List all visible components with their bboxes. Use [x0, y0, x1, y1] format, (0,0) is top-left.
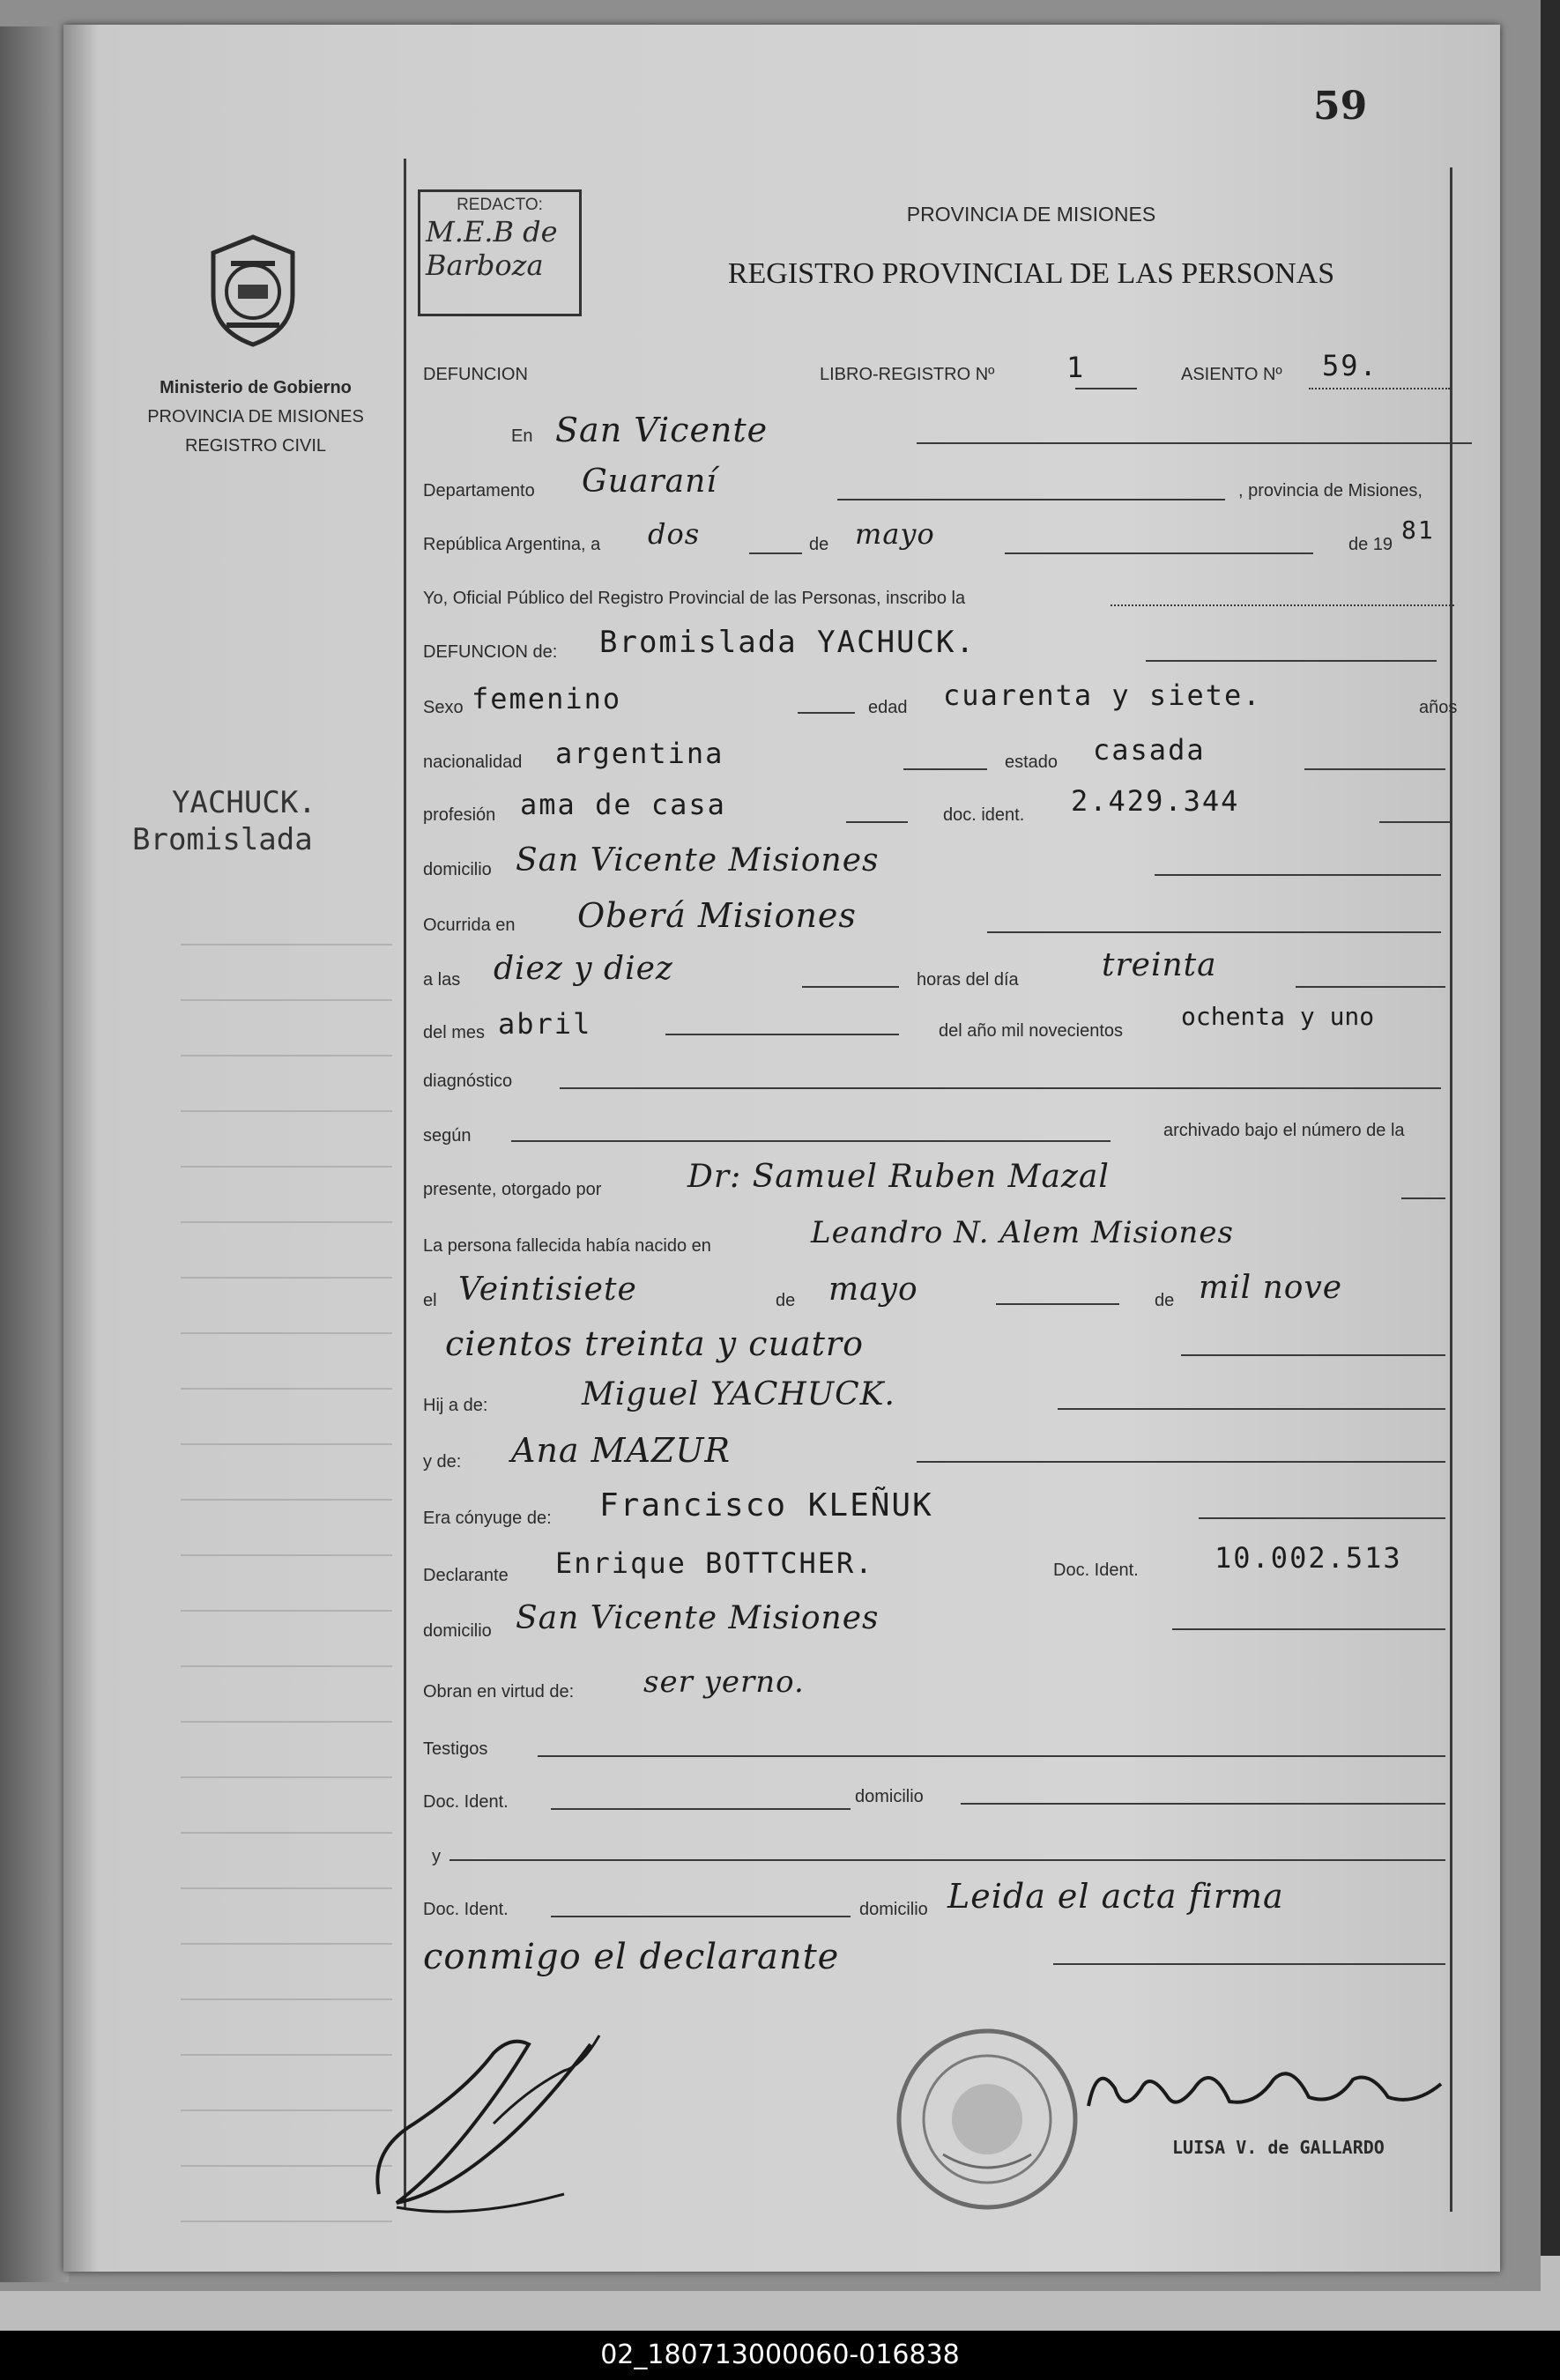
row-obran [423, 1665, 1459, 1714]
row-diagnostico [423, 1068, 1459, 1112]
year-label: de 19 [1348, 535, 1393, 554]
margin-note-name: Bromislada [132, 822, 313, 857]
alas-value: diez y diez [494, 951, 673, 987]
header-province: PROVINCIA DE MISIONES [906, 203, 1156, 226]
header-registry: REGISTRO PROVINCIAL DE LAS PERSONAS [727, 257, 1335, 290]
defuncion-label: DEFUNCION [423, 365, 528, 384]
row-testigos [423, 1729, 1459, 1773]
row-yde [423, 1431, 1459, 1479]
declarante-doc-value: 10.002.513 [1215, 1541, 1402, 1575]
margin-ruled-lines [181, 890, 392, 2273]
mes-label: del mes [423, 1023, 486, 1042]
row-hija [423, 1376, 1459, 1426]
closing1: Leida el acta firma [947, 1877, 1284, 1916]
day-value: dos [648, 517, 701, 551]
image-caption: 02_180713000060-016838 [0, 2331, 1560, 2380]
row-domicilio [423, 842, 1459, 892]
row-defuncion-de [423, 625, 1459, 674]
official-signature-icon [1080, 2053, 1467, 2137]
domicilio2-label: domicilio [423, 1621, 492, 1641]
provincia-suffix: , provincia de Misiones, [1238, 481, 1423, 500]
official-text: Yo, Oficial Público del Registro Provincial de las Personas, inscribo la [423, 589, 966, 608]
en-label: En [511, 426, 533, 446]
segun-label: según [423, 1126, 472, 1146]
defuncion-de-label: DEFUNCION de: [423, 642, 558, 662]
cont-value: cientos treinta y cuatro [445, 1324, 864, 1363]
ano-mil-value: ochenta y uno [1181, 1002, 1375, 1031]
sexo-label: Sexo [423, 698, 464, 717]
row-fecha-nacimiento [423, 1270, 1459, 1319]
defuncion-de-value: Bromislada YACHUCK. [599, 625, 976, 660]
el-label: el [423, 1291, 437, 1310]
doc2-label: Doc. Ident. [423, 1900, 509, 1919]
en-value: San Vicente [555, 411, 769, 449]
row-profesion [423, 784, 1459, 837]
row-continuacion [423, 1326, 1459, 1370]
libro-value: 1 [1066, 351, 1086, 384]
redacto-line1: M.E.B de [426, 215, 558, 248]
ocurrida-label: Ocurrida en [423, 916, 516, 935]
redacto-box [418, 189, 582, 316]
archivado-label: archivado bajo el número de la [1163, 1121, 1405, 1140]
nacido-value: Leandro N. Alem Misiones [811, 1215, 1234, 1250]
row-domicilio-declarante [423, 1602, 1459, 1646]
ministry-registry: REGISTRO CIVIL [184, 436, 327, 456]
row-fecha [423, 515, 1459, 568]
dom1-label: domicilio [855, 1787, 924, 1806]
ano-mil-label: del año mil novecientos [939, 1021, 1124, 1041]
yde-value: Ana MAZUR [511, 1431, 732, 1470]
row-presente [423, 1159, 1459, 1212]
doc-ident-label: doc. ident. [943, 805, 1025, 825]
ministry-block [123, 374, 388, 461]
row-oficial [423, 580, 1459, 624]
doc1-label: Doc. Ident. [423, 1792, 509, 1812]
departamento-value: Guaraní [582, 463, 717, 500]
estado-value: casada [1093, 733, 1206, 767]
redacto-label: REDACTO: [457, 196, 543, 214]
ocurrida-value: Oberá Misiones [577, 896, 857, 935]
hija-label: Hij a de: [423, 1396, 488, 1415]
official-name-printed: LUISA V. de GALLARDO [1172, 2137, 1385, 2158]
domicilio2-value: San Vicente Misiones [516, 1600, 880, 1636]
edad-value: cuarenta y siete. [943, 678, 1262, 712]
testigos-label: Testigos [423, 1739, 488, 1759]
dom2-label: domicilio [859, 1900, 928, 1919]
nacionalidad-value: argentina [555, 737, 724, 770]
departamento-label: Departamento [423, 481, 535, 500]
republica-label: República Argentina, a [423, 535, 601, 554]
month-value: mayo [855, 517, 935, 551]
domicilio-label: domicilio [423, 860, 492, 879]
row-conyuge [423, 1489, 1459, 1533]
edad-label: edad [868, 698, 908, 717]
row-mes [423, 1002, 1459, 1053]
profesion-value: ama de casa [520, 788, 726, 821]
alas-label: a las [423, 970, 461, 990]
de2-label: de [776, 1291, 796, 1310]
presente-value: Dr: Samuel Ruben Mazal [687, 1159, 1110, 1195]
row-en [423, 411, 1459, 458]
row-doc2 [423, 1877, 1459, 1930]
de-label: de [809, 535, 829, 554]
ministry-province: PROVINCIA DE MISIONES [147, 407, 364, 426]
domicilio-value: San Vicente Misiones [516, 842, 880, 879]
obran-label: Obran en virtud de: [423, 1682, 575, 1702]
declarant-signature-icon [361, 2018, 626, 2234]
official-stamp-icon [890, 2022, 1084, 2221]
declarante-label: Declarante [423, 1566, 509, 1585]
closing2: conmigo el declarante [423, 1937, 840, 1977]
declarante-value: Enrique BOTTCHER. [555, 1546, 874, 1580]
mes-value: abril [498, 1007, 592, 1041]
estado-label: estado [1005, 753, 1059, 772]
margin-note [132, 784, 405, 858]
horas-label: horas del día [917, 970, 1019, 990]
row-libro [423, 349, 1459, 404]
nacionalidad-label: nacionalidad [423, 753, 523, 772]
hija-value: Miguel YACHUCK. [582, 1376, 895, 1412]
asiento-label: ASIENTO Nº [1181, 365, 1282, 384]
ministry-title: Ministerio de Gobierno [160, 378, 352, 397]
row-y [423, 1831, 1459, 1875]
presente-label: presente, otorgado por [423, 1180, 602, 1199]
profesion-label: profesión [423, 805, 496, 825]
row-nacionalidad [423, 733, 1459, 784]
margin-note-surname: YACHUCK. [172, 785, 316, 820]
de3-label: de [1155, 1291, 1175, 1310]
row-sexo [423, 678, 1459, 730]
anos-label: años [1419, 698, 1458, 717]
conyuge-value: Francisco KLEÑUK [599, 1487, 933, 1524]
de3-value: mil nove [1199, 1270, 1343, 1306]
doc-ident-value: 2.429.344 [1071, 784, 1240, 818]
row-doc1 [423, 1780, 1459, 1824]
row-nacido [423, 1215, 1459, 1264]
left-page-edge [0, 26, 69, 2282]
obran-value: ser yerno. [643, 1665, 805, 1700]
row-ocurrida [423, 896, 1459, 947]
row-hora [423, 947, 1459, 1000]
y-label: y [432, 1847, 441, 1866]
row-departamento [423, 463, 1459, 513]
declarante-doc-label: Doc. Ident. [1053, 1561, 1139, 1580]
province-seal-icon [204, 234, 301, 348]
yde-label: y de: [423, 1452, 462, 1472]
diagnostico-label: diagnóstico [423, 1071, 513, 1091]
nacido-label: La persona fallecida había nacido en [423, 1236, 711, 1256]
conyuge-label: Era cónyuge de: [423, 1509, 552, 1528]
de2-value: mayo [828, 1272, 918, 1308]
page-number: 59 [1313, 84, 1368, 129]
redacto-line2: Barboza [426, 248, 544, 282]
year-value: 81 [1401, 515, 1435, 545]
sexo-value: femenino [472, 682, 622, 715]
form-frame-left [404, 159, 406, 2207]
row-declarante [423, 1541, 1459, 1590]
libro-label: LIBRO-REGISTRO Nº [820, 365, 995, 384]
el-value: Veintisiete [458, 1272, 637, 1308]
row-closing [423, 1939, 1459, 1983]
asiento-value: 59. [1322, 349, 1378, 382]
dia-value: treinta [1102, 947, 1217, 983]
